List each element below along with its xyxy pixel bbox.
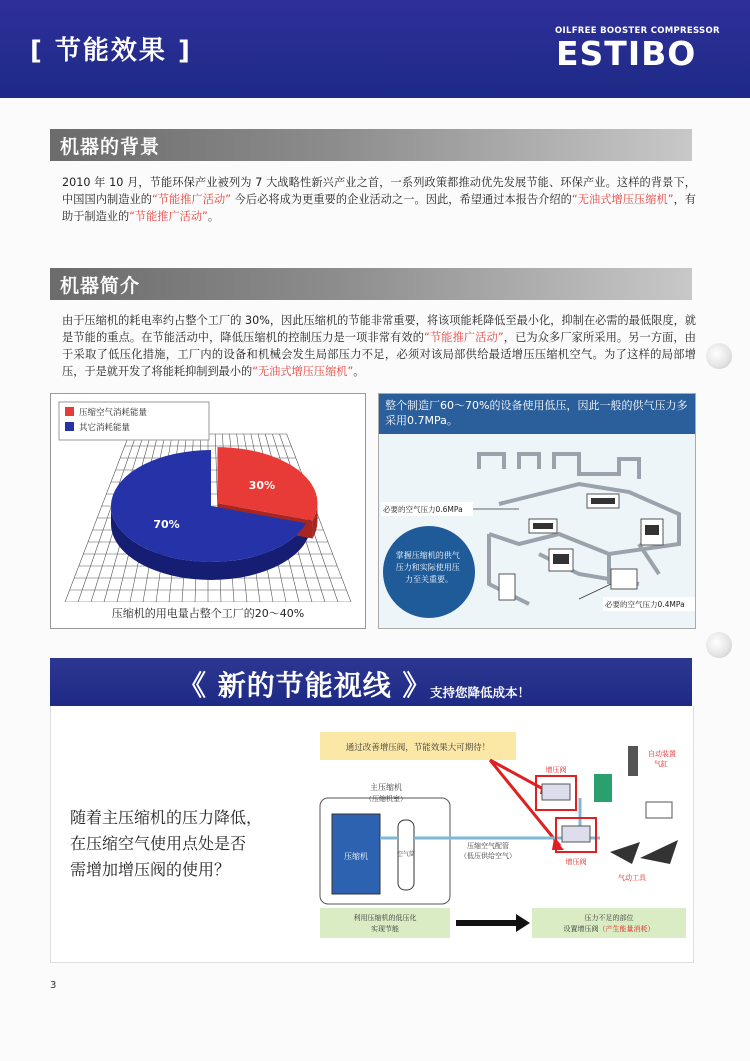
benefit-right-line xyxy=(564,924,655,933)
piping-label: 压缩空气配管 xyxy=(467,842,509,850)
new-view-subtitle: 支持您降低成本！ xyxy=(430,685,531,700)
highlight-text: “无油式增压压缩机” xyxy=(571,193,674,206)
benefit-right-line: 压力不足的部位 xyxy=(584,914,634,922)
main-compressor-label: 主压缩机 xyxy=(370,783,402,792)
booster-diagram xyxy=(310,728,692,958)
booster-valve-icon xyxy=(542,784,570,800)
factory-panel-header xyxy=(379,394,695,434)
label-low-pressure: 必要的空气压力0.4MPa xyxy=(605,600,685,609)
machine-icon xyxy=(591,498,615,504)
brand-logo: ESTIBO xyxy=(556,34,697,73)
section-title: [ 节能效果 ] xyxy=(30,36,192,66)
pie-value-label: 30% xyxy=(248,479,276,493)
machine-icon xyxy=(533,523,553,529)
compressor-label: 压缩机 xyxy=(344,852,368,861)
machine-icon xyxy=(645,525,659,535)
paragraph-text: 由于压缩机的耗电率约占整个工厂的 30%，因此压缩机的节能非常重要，将该项能耗降低至最小化，抑制在必需的最低限度，就是节能的重点。在节能活动中，降低压缩机的控制压力是一项非常有效的 xyxy=(62,314,696,344)
hole-punch xyxy=(706,632,732,658)
pie-chart xyxy=(51,394,365,628)
booster-valve-icon xyxy=(562,826,590,842)
air-tool-icon xyxy=(640,840,678,864)
background-heading: 机器的背景 xyxy=(60,136,161,158)
chart-caption: 压缩机的用电量占整个工厂的20～40% xyxy=(111,607,305,620)
question-line: 在压缩空气使用点处是否 xyxy=(70,834,247,853)
machine-icon xyxy=(553,554,569,564)
label-high-pressure: 必要的空气压力0.6MPa xyxy=(383,505,463,514)
highlight-text: “节能推广活动” xyxy=(424,331,504,344)
air-tool-label: 气动工具 xyxy=(618,874,646,882)
background-heading-bar xyxy=(50,129,692,161)
piping-sub: （低压供给空气） xyxy=(460,852,516,860)
info-circle-text: 掌握压缩机的供气 压力和实际使用压 力至关重要。 xyxy=(395,551,460,584)
benefit-box-left xyxy=(320,908,450,938)
actuator-icon xyxy=(594,774,612,802)
benefit-left-line: 实现节能 xyxy=(371,925,399,933)
device-icon xyxy=(628,746,638,776)
background-paragraph xyxy=(62,174,696,225)
benefit-right-text: 设置增压阀 xyxy=(563,925,599,933)
benefit-left-line: 利用压缩机的低压化 xyxy=(353,914,417,922)
paragraph-text: 今后必将成为更重要的企业活动之一。因此，希望通过本报告介绍的 xyxy=(231,193,572,206)
cylinder-label: 气缸 xyxy=(654,760,668,768)
legend-swatch xyxy=(65,407,74,416)
highlight-text: “节能推广活动” xyxy=(129,210,208,223)
question-line: 需增加增压阀的使用？ xyxy=(70,860,231,879)
page-number: 3 xyxy=(50,980,57,991)
brand-tagline: OILFREE BOOSTER COMPRESSOR xyxy=(555,26,720,36)
paragraph-text: 。 xyxy=(207,210,220,223)
info-circle xyxy=(383,526,475,618)
pie-value-label: 70% xyxy=(153,518,180,532)
arrow-head xyxy=(516,914,530,932)
question-line: 随着主压缩机的压力降低， xyxy=(70,808,263,827)
legend-swatch xyxy=(65,422,74,431)
cylinder-icon xyxy=(646,802,672,818)
arrow-shaft xyxy=(456,920,516,926)
callout-line xyxy=(579,584,611,599)
air-tool-icon xyxy=(610,842,640,864)
legend-label: 压缩空气消耗能量 xyxy=(79,408,148,418)
intro-heading: 机器简介 xyxy=(60,275,141,297)
intro-paragraph xyxy=(62,312,696,380)
factory-pressure-panel xyxy=(378,393,696,629)
new-view-title: 《 新的节能视线 》 xyxy=(178,669,432,702)
intro-heading-bar xyxy=(50,268,692,300)
legend-label: 其它消耗能量 xyxy=(79,423,131,433)
benefit-right-highlight: （产生能量消耗） xyxy=(598,925,655,933)
factory-panel-header-text: 整个制造厂60～70%的设备使用低压，因此一般的供气压力多采用0.7MPa。 xyxy=(385,399,688,427)
highlight-text: “节能推广活动” xyxy=(151,193,232,206)
highlight-text: “无油式增压压缩机” xyxy=(252,365,354,378)
paragraph-text: 2010 年 10 月，节能环保产业被列为 7 大战略性新兴产业之首，一系列政策都推动优先发展节能、环保产业。这样的背景下，中国国内制造业的 xyxy=(62,176,696,206)
hole-punch xyxy=(706,343,732,369)
callout-text: 通过改善增压阀，节能效果大可期待！ xyxy=(345,743,491,753)
machine-icon xyxy=(611,569,637,589)
machine-icon xyxy=(499,574,515,600)
paragraph-text: ，有助于制造业的 xyxy=(62,193,696,223)
factory-diagram xyxy=(379,434,695,628)
new-view-question xyxy=(70,805,262,883)
pie-chart-panel xyxy=(50,393,366,629)
benefit-box-right xyxy=(532,908,686,938)
booster-valve-label: 增压阀 xyxy=(545,766,567,774)
auto-device-label: 自动装置 xyxy=(648,750,676,758)
paragraph-text: ，已为众多厂家所采用。另一方面，由于采取了低压化措施，工厂内的设备和机械会发生局部压力不足，必须对该局部供给最适增压压缩机空气。为了这样的局部增压，于是就开发了将能耗抑制到最小的 xyxy=(62,331,696,378)
air-receiver-label: 空气筒 xyxy=(396,851,416,858)
paragraph-text: 。 xyxy=(353,365,365,378)
main-compressor-sub: （压缩机室） xyxy=(365,795,407,803)
booster-valve-label: 增压阀 xyxy=(565,858,587,866)
pie-slices xyxy=(111,447,317,580)
